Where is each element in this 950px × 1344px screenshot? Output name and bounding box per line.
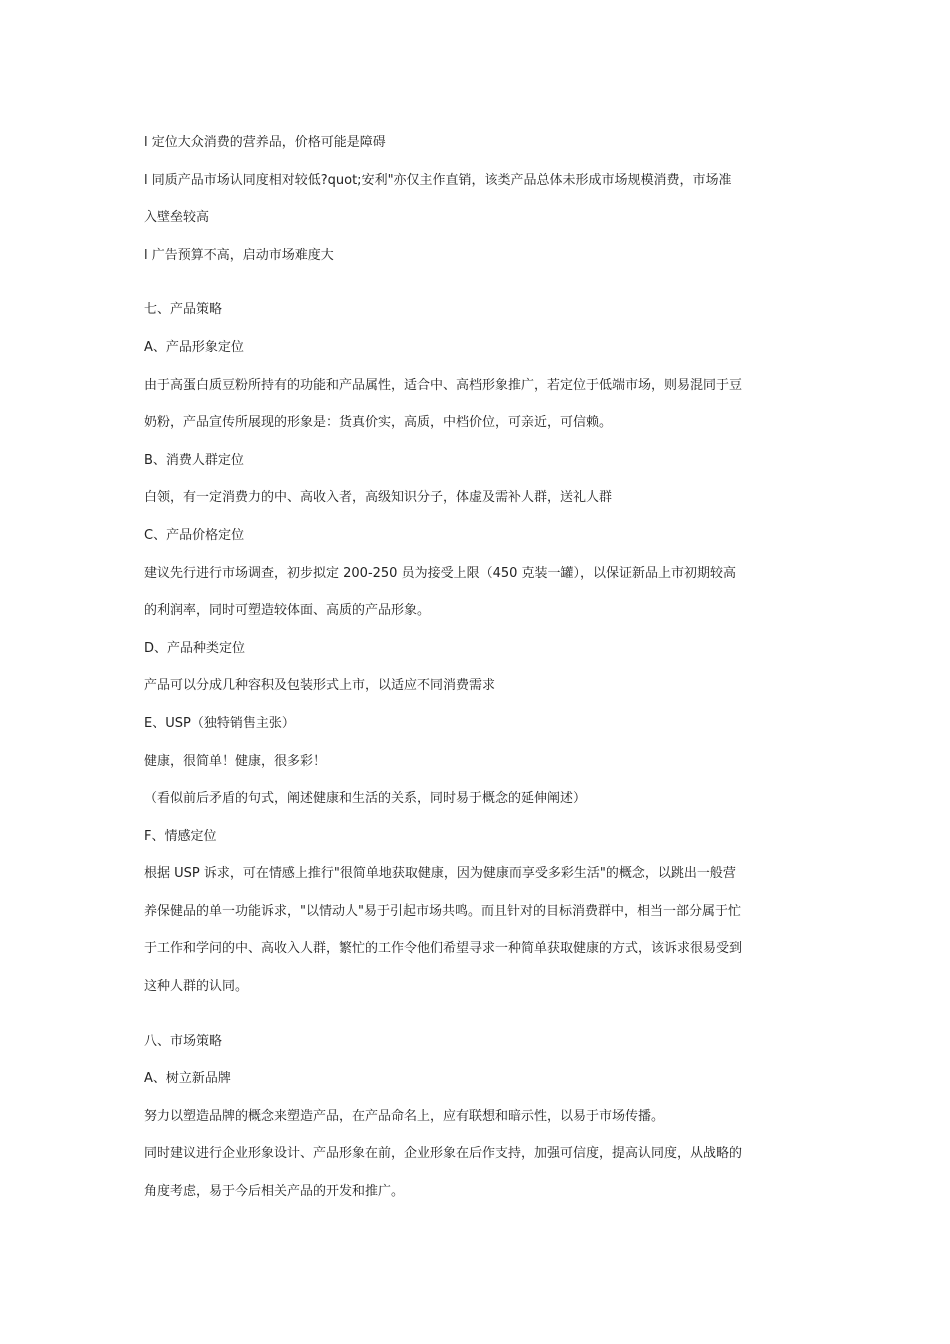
text-line: 白领，有一定消费力的中、高收入者，高级知识分子，体虚及需补人群，送礼人群 [144,490,613,506]
text-line: 产品可以分成几种容积及包装形式上市，以适应不同消费需求 [144,678,496,694]
text-line: 根据 USP 诉求，可在情感上推行"很简单地获取健康，因为健康而享受多彩生活"的概念，以跳出一般营 [144,866,736,882]
section-gap [144,274,810,291]
text-line: 角度考虑，易于今后相关产品的开发和推广。 [144,1184,405,1200]
text-line: 同时建议进行企业形象设计、产品形象在前，企业形象在后作支持，加强可信度，提高认同度，从战略的 [144,1146,743,1162]
text-line: C、产品价格定位 [144,527,245,543]
text-line: 于工作和学问的中、高收入人群，繁忙的工作令他们希望寻求一种简单获取健康的方式，该诉求很易受到 [144,941,743,957]
text-line: 七、产品策略 [144,302,223,318]
document-body [144,124,810,1211]
text-line: 八、市场策略 [144,1033,223,1049]
text-line: E、USP（独特销售主张） [144,715,295,731]
text-line: 养保健品的单一功能诉求，"以情动人"易于引起市场共鸣。而且针对的目标消费群中，相当一部分属于忙 [144,903,741,919]
text-line: D、产品种类定位 [144,640,246,656]
text-line: F、情感定位 [144,828,217,844]
text-line: A、树立新品牌 [144,1071,231,1087]
text-line: B、消费人群定位 [144,452,244,468]
section-gap [144,1006,810,1023]
text-line: l 广告预算不高，启动市场难度大 [144,247,334,263]
text-line: 的利润率，同时可塑造较体面、高质的产品形象。 [144,603,431,619]
text-line: 由于高蛋白质豆粉所持有的功能和产品属性，适合中、高档形象推广，若定位于低端市场，则易混同于豆 [144,377,743,393]
text-line: 奶粉，产品宣传所展现的形象是：货真价实，高质，中档价位，可亲近，可信赖。 [144,415,613,431]
text-line: 建议先行进行市场调查，初步拟定 200-250 员为接受上限（450 克装一罐），以保证新品上市初期较高 [144,565,737,581]
text-line: 这种人群的认同。 [144,979,249,995]
text-line: A、产品形象定位 [144,339,244,355]
text-line: l 同质产品市场认同度相对较低?quot;安利"亦仅主作直销，该类产品总体未形成市场规模消费，市场准 [144,172,732,188]
text-line: （看似前后矛盾的句式，阐述健康和生活的关系，同时易于概念的延伸阐述） [144,791,587,807]
text-line: l 定位大众消费的营养品，价格可能是障碍 [144,135,386,150]
text-line: 健康，很简单！健康，很多彩！ [144,753,327,769]
text-line: 努力以塑造品牌的概念来塑造产品，在产品命名上，应有联想和暗示性，以易于市场传播。 [144,1108,665,1124]
text-line: 入壁垒较高 [144,210,210,226]
